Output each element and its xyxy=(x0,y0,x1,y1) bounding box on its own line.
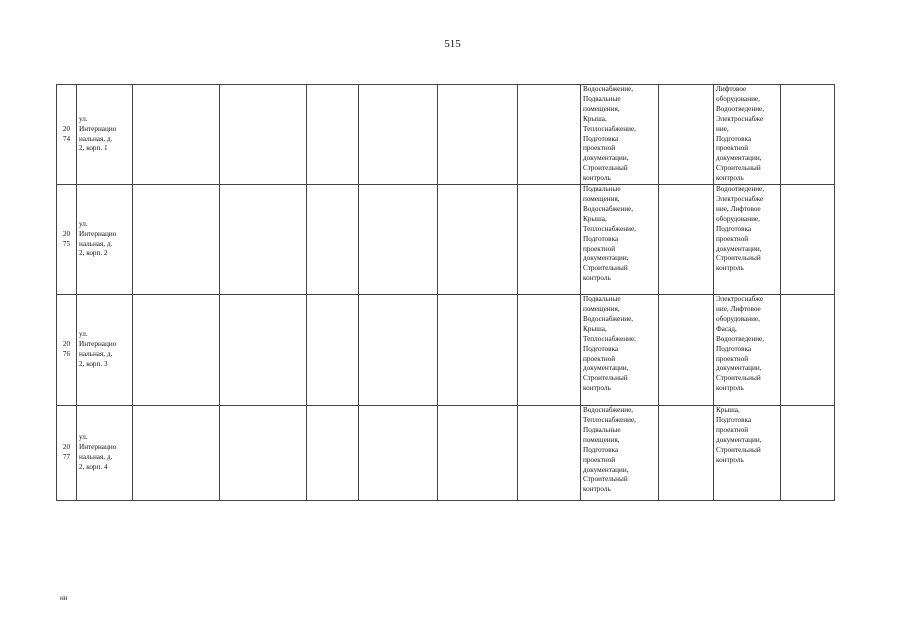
empty-cell xyxy=(438,406,518,501)
empty-cell xyxy=(359,406,438,501)
empty-cell xyxy=(307,85,359,185)
empty-cell xyxy=(220,85,307,185)
repair-register-table xyxy=(56,84,835,501)
table-row xyxy=(57,295,835,406)
address-cell: ул. Интернацио нальная, д. 2, корп. 4 xyxy=(77,406,133,501)
empty-cell xyxy=(133,295,220,406)
works-list-cell: Крыша, Подготовка проектной документации, Строительный контроль xyxy=(714,406,781,501)
empty-cell xyxy=(659,85,714,185)
empty-cell xyxy=(307,406,359,501)
empty-cell xyxy=(359,295,438,406)
row-number: 20 76 xyxy=(57,295,77,406)
works-list-cell: Лифтовое оборудование, Водоотведение, Электроснабже ние, Подготовка проектной документации, Строительный контроль xyxy=(714,85,781,185)
empty-cell xyxy=(307,295,359,406)
empty-cell xyxy=(659,406,714,501)
works-list-cell: Водоснабжение, Теплоснабжение, Подвальные помещения, Подготовка проектной документации, Строительный контроль xyxy=(581,406,659,501)
empty-cell xyxy=(359,85,438,185)
row-number: 20 75 xyxy=(57,185,77,295)
empty-cell xyxy=(518,85,581,185)
empty-cell xyxy=(518,185,581,295)
works-list-cell: Водоотведение, Электроснабже ние, Лифтовое оборудование, Подготовка проектной документации, Строительный контроль xyxy=(714,185,781,295)
table-row xyxy=(57,85,835,185)
page-number: 515 xyxy=(444,38,461,50)
works-list-cell: Электроснабже ние, Лифтовое оборудование, Фасад, Водоотведение, Подготовка проектной документации, Строительный контроль xyxy=(714,295,781,406)
row-number: 20 77 xyxy=(57,406,77,501)
empty-cell xyxy=(659,295,714,406)
empty-cell xyxy=(781,406,835,501)
row-number: 20 74 xyxy=(57,85,77,185)
works-list-cell: Подвальные помещения, Водоснабжение, Крыша, Теплоснабжение, Подготовка проектной документации, Строительный контроль xyxy=(581,295,659,406)
table-row xyxy=(57,406,835,501)
address-cell: ул. Интернацио нальная, д. 2, корп. 3 xyxy=(77,295,133,406)
empty-cell xyxy=(659,185,714,295)
address-cell: ул. Интернацио нальная, д. 2, корп. 1 xyxy=(77,85,133,185)
empty-cell xyxy=(220,406,307,501)
empty-cell xyxy=(781,295,835,406)
works-list-cell: Подвальные помещения, Водоснабжение, Крыша, Теплоснабжение, Подготовка проектной документации, Строительный контроль xyxy=(581,185,659,295)
empty-cell xyxy=(359,185,438,295)
empty-cell xyxy=(133,406,220,501)
empty-cell xyxy=(307,185,359,295)
empty-cell xyxy=(781,85,835,185)
footer-mark: нн xyxy=(60,594,68,602)
empty-cell xyxy=(518,406,581,501)
empty-cell xyxy=(133,185,220,295)
empty-cell xyxy=(438,295,518,406)
empty-cell xyxy=(518,295,581,406)
table-row xyxy=(57,185,835,295)
address-cell: ул. Интернацио нальная, д. 2, корп. 2 xyxy=(77,185,133,295)
empty-cell xyxy=(220,295,307,406)
empty-cell xyxy=(220,185,307,295)
empty-cell xyxy=(781,185,835,295)
works-list-cell: Водоснабжение, Подвальные помещения, Крыша, Теплоснабжение, Подготовка проектной документации, Строительный контроль xyxy=(581,85,659,185)
empty-cell xyxy=(438,85,518,185)
empty-cell xyxy=(133,85,220,185)
empty-cell xyxy=(438,185,518,295)
